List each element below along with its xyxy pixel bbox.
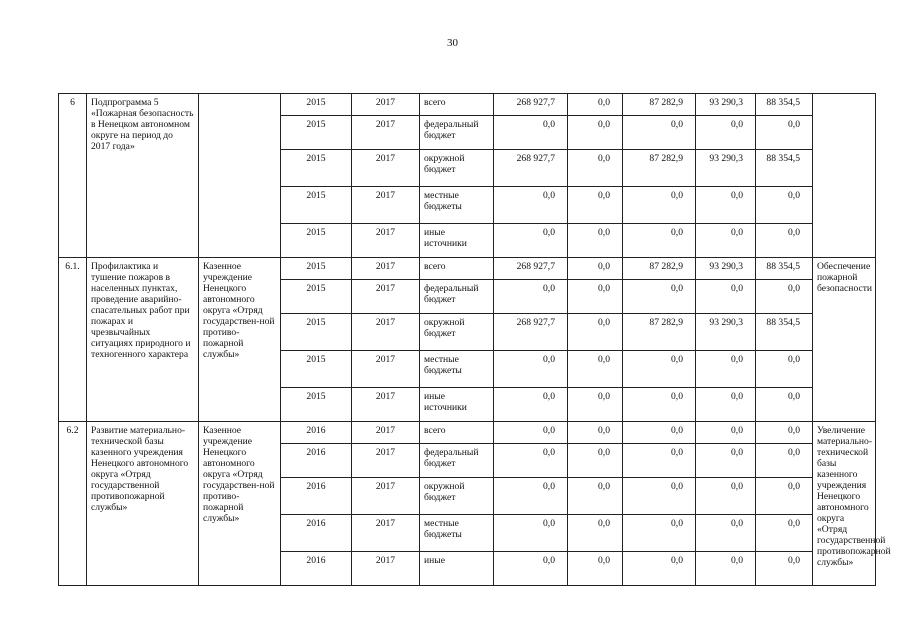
funding-source-cell: окружной бюджет bbox=[420, 478, 494, 515]
start-year-cell: 2016 bbox=[281, 478, 352, 515]
executor-cell bbox=[199, 94, 281, 258]
year-value-cell: 0,0 bbox=[696, 187, 756, 224]
start-year-cell: 2016 bbox=[281, 422, 352, 444]
end-year-cell: 2017 bbox=[352, 280, 420, 314]
year-value-cell: 88 354,5 bbox=[756, 314, 813, 351]
year-value-cell: 0,0 bbox=[696, 444, 756, 478]
year-value-cell: 0,0 bbox=[568, 116, 623, 150]
start-year-cell: 2015 bbox=[281, 150, 352, 187]
funding-source-cell: иные источники bbox=[420, 388, 494, 422]
expected-result bbox=[813, 94, 876, 258]
year-value-cell: 0,0 bbox=[568, 444, 623, 478]
total-cell: 268 927,7 bbox=[494, 150, 568, 187]
measure-name: Профилактика и тушение пожаров в населенных пунктах, проведение аварийно-спасательных работ при пожарах и чрезвычайных ситуациях природного и техногенного характера bbox=[87, 258, 199, 422]
start-year-cell: 2015 bbox=[281, 187, 352, 224]
end-year-cell: 2017 bbox=[352, 187, 420, 224]
funding-source-cell: местные бюджеты bbox=[420, 515, 494, 552]
start-year-cell: 2015 bbox=[281, 116, 352, 150]
year-value-cell: 0,0 bbox=[756, 388, 813, 422]
year-value-cell: 0,0 bbox=[756, 552, 813, 586]
start-year-cell: 2015 bbox=[281, 280, 352, 314]
year-value-cell: 0,0 bbox=[568, 478, 623, 515]
year-value-cell: 93 290,3 bbox=[696, 314, 756, 351]
year-value-cell: 0,0 bbox=[696, 280, 756, 314]
year-value-cell: 0,0 bbox=[568, 351, 623, 388]
year-value-cell: 0,0 bbox=[623, 422, 696, 444]
page-number: 30 bbox=[447, 37, 458, 49]
year-value-cell: 0,0 bbox=[756, 224, 813, 258]
total-cell: 0,0 bbox=[494, 552, 568, 586]
year-value-cell: 87 282,9 bbox=[623, 94, 696, 116]
start-year-cell: 2015 bbox=[281, 314, 352, 351]
measure-name: Развитие материально-технической базы казенного учреждения Ненецкого автономного округа «Отряд государственной противопожарной службы» bbox=[87, 422, 199, 586]
total-cell: 0,0 bbox=[494, 224, 568, 258]
year-value-cell: 0,0 bbox=[623, 552, 696, 586]
executor-cell: Казенное учреждение Ненецкого автономного округа «Отряд государствен-ной противо-пожарной службы» bbox=[199, 422, 281, 586]
funding-source-cell: окружной бюджет bbox=[420, 314, 494, 351]
end-year-cell: 2017 bbox=[352, 94, 420, 116]
funding-source-cell: федеральный бюджет bbox=[420, 116, 494, 150]
total-cell: 0,0 bbox=[494, 388, 568, 422]
year-value-cell: 0,0 bbox=[756, 187, 813, 224]
table-body bbox=[59, 94, 891, 586]
end-year-cell: 2017 bbox=[352, 351, 420, 388]
year-value-cell: 0,0 bbox=[756, 478, 813, 515]
program-funding-table bbox=[58, 93, 891, 586]
year-value-cell: 87 282,9 bbox=[623, 258, 696, 280]
year-value-cell: 0,0 bbox=[756, 280, 813, 314]
start-year-cell: 2015 bbox=[281, 388, 352, 422]
year-value-cell: 0,0 bbox=[568, 150, 623, 187]
funding-source-cell: иные источники bbox=[420, 224, 494, 258]
funding-source-cell: местные бюджеты bbox=[420, 187, 494, 224]
year-value-cell: 0,0 bbox=[756, 515, 813, 552]
funding-source-cell: федеральный бюджет bbox=[420, 280, 494, 314]
funding-source-cell: местные бюджеты bbox=[420, 351, 494, 388]
funding-source-cell: всего bbox=[420, 94, 494, 116]
year-value-cell: 0,0 bbox=[623, 351, 696, 388]
end-year-cell: 2017 bbox=[352, 224, 420, 258]
expected-result: Обеспечение пожарной безопасности bbox=[813, 258, 876, 422]
end-year-cell: 2017 bbox=[352, 388, 420, 422]
executor-cell: Казенное учреждение Ненецкого автономного округа «Отряд государствен-ной противо-пожарной службы» bbox=[199, 258, 281, 422]
year-value-cell: 87 282,9 bbox=[623, 314, 696, 351]
end-year-cell: 2017 bbox=[352, 150, 420, 187]
year-value-cell: 0,0 bbox=[568, 422, 623, 444]
year-value-cell: 88 354,5 bbox=[756, 258, 813, 280]
total-cell: 0,0 bbox=[494, 116, 568, 150]
funding-source-cell: федеральный бюджет bbox=[420, 444, 494, 478]
row-number: 6.2 bbox=[59, 422, 87, 586]
funding-source-cell: всего bbox=[420, 422, 494, 444]
measure-name: Подпрограмма 5 «Пожарная безопасность в Ненецком автономном округе на период до 2017 года» bbox=[87, 94, 199, 258]
total-cell: 0,0 bbox=[494, 351, 568, 388]
year-value-cell: 0,0 bbox=[623, 116, 696, 150]
year-value-cell: 0,0 bbox=[696, 552, 756, 586]
year-value-cell: 0,0 bbox=[696, 224, 756, 258]
table-row bbox=[59, 94, 876, 116]
end-year-cell: 2017 bbox=[352, 478, 420, 515]
row-number: 6 bbox=[59, 94, 87, 258]
table-row bbox=[59, 258, 876, 280]
total-cell: 268 927,7 bbox=[494, 258, 568, 280]
end-year-cell: 2017 bbox=[352, 444, 420, 478]
year-value-cell: 0,0 bbox=[623, 224, 696, 258]
end-year-cell: 2017 bbox=[352, 258, 420, 280]
total-cell: 0,0 bbox=[494, 478, 568, 515]
total-cell: 0,0 bbox=[494, 515, 568, 552]
year-value-cell: 0,0 bbox=[756, 444, 813, 478]
start-year-cell: 2016 bbox=[281, 552, 352, 586]
year-value-cell: 0,0 bbox=[623, 478, 696, 515]
row-number: 6.1. bbox=[59, 258, 87, 422]
year-value-cell: 0,0 bbox=[568, 515, 623, 552]
year-value-cell: 0,0 bbox=[696, 388, 756, 422]
start-year-cell: 2015 bbox=[281, 94, 352, 116]
year-value-cell: 0,0 bbox=[568, 258, 623, 280]
expected-result: Увеличение материально-технической базы казенного учреждения Ненецкого автономного округа «Отряд государственной противопожарной службы» bbox=[813, 422, 876, 586]
year-value-cell: 0,0 bbox=[623, 515, 696, 552]
start-year-cell: 2015 bbox=[281, 258, 352, 280]
year-value-cell: 88 354,5 bbox=[756, 150, 813, 187]
year-value-cell: 0,0 bbox=[756, 351, 813, 388]
end-year-cell: 2017 bbox=[352, 422, 420, 444]
funding-source-cell: всего bbox=[420, 258, 494, 280]
year-value-cell: 0,0 bbox=[623, 444, 696, 478]
year-value-cell: 0,0 bbox=[568, 94, 623, 116]
funding-source-cell: иные bbox=[420, 552, 494, 586]
year-value-cell: 0,0 bbox=[756, 116, 813, 150]
year-value-cell: 0,0 bbox=[696, 116, 756, 150]
year-value-cell: 0,0 bbox=[568, 314, 623, 351]
year-value-cell: 0,0 bbox=[568, 552, 623, 586]
year-value-cell: 88 354,5 bbox=[756, 94, 813, 116]
year-value-cell: 93 290,3 bbox=[696, 150, 756, 187]
year-value-cell: 0,0 bbox=[568, 224, 623, 258]
year-value-cell: 93 290,3 bbox=[696, 258, 756, 280]
total-cell: 0,0 bbox=[494, 280, 568, 314]
year-value-cell: 0,0 bbox=[623, 280, 696, 314]
end-year-cell: 2017 bbox=[352, 116, 420, 150]
end-year-cell: 2017 bbox=[352, 515, 420, 552]
year-value-cell: 0,0 bbox=[696, 478, 756, 515]
start-year-cell: 2016 bbox=[281, 515, 352, 552]
table-row bbox=[59, 422, 876, 444]
start-year-cell: 2016 bbox=[281, 444, 352, 478]
year-value-cell: 87 282,9 bbox=[623, 150, 696, 187]
total-cell: 0,0 bbox=[494, 422, 568, 444]
start-year-cell: 2015 bbox=[281, 224, 352, 258]
year-value-cell: 0,0 bbox=[756, 422, 813, 444]
total-cell: 0,0 bbox=[494, 444, 568, 478]
total-cell: 268 927,7 bbox=[494, 314, 568, 351]
total-cell: 0,0 bbox=[494, 187, 568, 224]
start-year-cell: 2015 bbox=[281, 351, 352, 388]
year-value-cell: 0,0 bbox=[568, 280, 623, 314]
funding-source-cell: окружной бюджет bbox=[420, 150, 494, 187]
year-value-cell: 0,0 bbox=[696, 422, 756, 444]
year-value-cell: 0,0 bbox=[623, 187, 696, 224]
year-value-cell: 93 290,3 bbox=[696, 94, 756, 116]
year-value-cell: 0,0 bbox=[568, 187, 623, 224]
total-cell: 268 927,7 bbox=[494, 94, 568, 116]
end-year-cell: 2017 bbox=[352, 314, 420, 351]
year-value-cell: 0,0 bbox=[623, 388, 696, 422]
year-value-cell: 0,0 bbox=[568, 388, 623, 422]
end-year-cell: 2017 bbox=[352, 552, 420, 586]
year-value-cell: 0,0 bbox=[696, 515, 756, 552]
year-value-cell: 0,0 bbox=[696, 351, 756, 388]
